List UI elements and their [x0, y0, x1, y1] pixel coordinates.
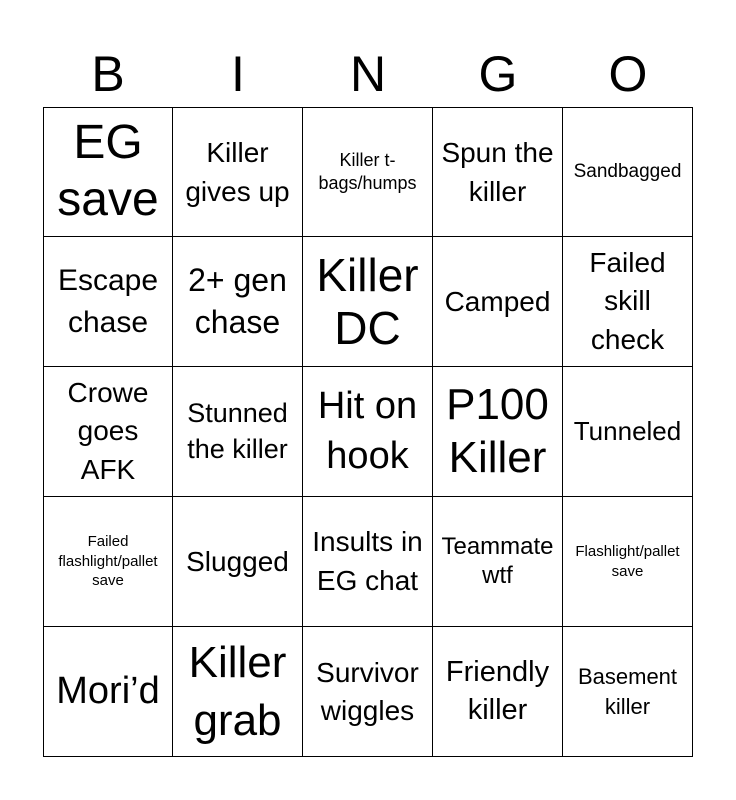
header-letter-n: N [349, 46, 387, 102]
bingo-cell[interactable]: Slugged [173, 497, 303, 627]
bingo-header [43, 40, 693, 108]
bingo-cell[interactable]: P100 Killer [433, 367, 563, 497]
bingo-cell[interactable]: Sandbagged [563, 107, 693, 237]
header-letter-o: O [608, 46, 648, 102]
bingo-cell[interactable]: Killer gives up [173, 107, 303, 237]
bingo-cell[interactable]: Basement killer [563, 627, 693, 757]
bingo-cell[interactable]: Friendly killer [433, 627, 563, 757]
bingo-cell[interactable]: Tunneled [563, 367, 693, 497]
bingo-cell[interactable]: Insults in EG chat [303, 497, 433, 627]
bingo-cell[interactable]: Crowe goes AFK [43, 367, 173, 497]
bingo-cell[interactable]: Killer DC [303, 237, 433, 367]
header-letter-b: B [91, 46, 125, 102]
header-letter-i: I [231, 46, 245, 102]
bingo-cell[interactable]: EG save [43, 107, 173, 237]
bingo-cell[interactable]: Escape chase [43, 237, 173, 367]
bingo-cell[interactable]: Failed flashlight/pallet save [43, 497, 173, 627]
bingo-cell[interactable]: Killer t-bags/humps [303, 107, 433, 237]
bingo-cell[interactable]: Hit on hook [303, 367, 433, 497]
bingo-cell[interactable]: Mori’d [43, 627, 173, 757]
bingo-grid [43, 107, 693, 757]
bingo-cell[interactable]: Teammate wtf [433, 497, 563, 627]
bingo-cell[interactable]: 2+ gen chase [173, 237, 303, 367]
bingo-cell[interactable]: Stunned the killer [173, 367, 303, 497]
header-letter-g: G [478, 46, 518, 102]
bingo-cell[interactable]: Flashlight/pallet save [563, 497, 693, 627]
bingo-cell[interactable]: Failed skill check [563, 237, 693, 367]
bingo-cell[interactable]: Survivor wiggles [303, 627, 433, 757]
bingo-cell[interactable]: Killer grab [173, 627, 303, 757]
bingo-cell[interactable]: Spun the killer [433, 107, 563, 237]
bingo-cell[interactable]: Camped [433, 237, 563, 367]
